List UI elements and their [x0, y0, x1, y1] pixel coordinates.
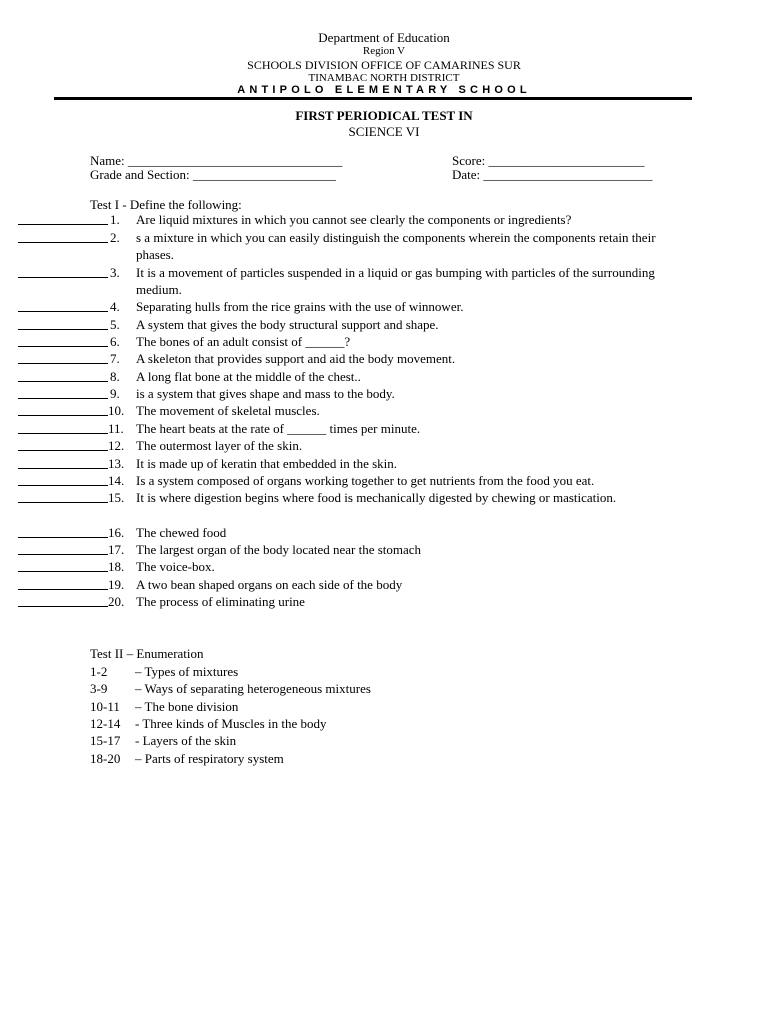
test2-title: Test II – Enumeration	[90, 646, 204, 661]
question-number: 3.	[110, 265, 120, 280]
date-field: Date: __________________________	[452, 167, 653, 182]
question-text: The voice-box.	[136, 559, 215, 574]
answer-blank[interactable]	[18, 589, 108, 590]
enumeration-range: 1-2	[90, 664, 108, 679]
question-text: is a system that gives shape and mass to the body.	[136, 386, 395, 401]
question-number: 14.	[108, 473, 125, 488]
enumeration-range: 18-20	[90, 750, 121, 766]
answer-blank[interactable]	[18, 571, 108, 572]
answer-blank[interactable]	[18, 277, 108, 278]
question-text: The movement of skeletal muscles.	[136, 403, 320, 418]
answer-blank[interactable]	[18, 468, 108, 469]
question-text: It is a movement of particles suspended in a liquid or gas bumping with particles of the surrounding medium.	[136, 265, 655, 297]
answer-blank[interactable]	[18, 554, 108, 555]
grade-section-field: Grade and Section: ______________________	[90, 167, 336, 182]
question-text: Are liquid mixtures in which you cannot see clearly the components or ingredients?	[136, 212, 572, 227]
question-number: 12.	[108, 438, 125, 453]
question-text: A system that gives the body structural support and shape.	[136, 317, 439, 332]
name-field: Name: _________________________________	[90, 153, 343, 168]
enumeration-text: - Three kinds of Muscles in the body	[135, 715, 327, 731]
department-name: Department of Education	[318, 30, 450, 45]
answer-blank[interactable]	[18, 398, 108, 399]
enumeration-item	[90, 750, 284, 767]
question-text: Separating hulls from the rice grains with the use of winnower.	[136, 299, 464, 314]
question-text: s a mixture in which you can easily distinguish the components wherein the components retain their phases.	[136, 230, 656, 262]
question-number: 8.	[110, 369, 120, 384]
question-text: The chewed food	[136, 525, 227, 540]
answer-blank[interactable]	[18, 381, 108, 382]
question-number: 6.	[110, 334, 120, 349]
question-number: 19.	[108, 577, 125, 592]
answer-blank[interactable]	[18, 329, 108, 330]
enumeration-range: 15-17	[90, 733, 121, 749]
division-name: SCHOOLS DIVISION OFFICE OF CAMARINES SUR	[247, 58, 521, 72]
question-text: It is made up of keratin that embedded in the skin.	[136, 456, 398, 471]
answer-blank[interactable]	[18, 415, 108, 416]
enumeration-text: – Types of mixtures	[135, 664, 239, 679]
question-number: 11.	[108, 421, 124, 436]
question-number: 7.	[110, 351, 120, 366]
enumeration-range: 3-9	[90, 681, 108, 697]
school-name: ANTIPOLO ELEMENTARY SCHOOL	[237, 84, 531, 96]
question-text: The outermost layer of the skin.	[136, 438, 303, 453]
question-text: The largest organ of the body located near the stomach	[136, 542, 422, 557]
header-divider	[54, 97, 692, 100]
answer-blank[interactable]	[18, 537, 108, 538]
question-number: 20.	[108, 594, 125, 609]
answer-blank[interactable]	[18, 224, 108, 225]
test-title	[0, 108, 768, 140]
enumeration-item	[90, 732, 236, 749]
answer-blank[interactable]	[18, 346, 108, 347]
enumeration-range: 10-11	[90, 698, 120, 714]
question-number: 9.	[110, 386, 120, 401]
question-text: The process of eliminating urine	[136, 594, 305, 609]
question-number: 13.	[108, 456, 125, 471]
answer-blank[interactable]	[18, 363, 108, 364]
answer-blank[interactable]	[18, 433, 108, 434]
answer-blank[interactable]	[18, 502, 108, 503]
enumeration-text: - Layers of the skin	[135, 733, 237, 749]
question-number: 15.	[108, 490, 125, 505]
question-text: A long flat bone at the middle of the chest..	[136, 369, 361, 384]
enumeration-item	[90, 663, 238, 680]
question-number: 10.	[108, 403, 125, 418]
enumeration-range: 12-14	[90, 715, 121, 731]
enumeration-item	[90, 680, 371, 697]
question-number: 2.	[110, 230, 120, 245]
enumeration-text: – Parts of respiratory system	[135, 750, 284, 766]
answer-blank[interactable]	[18, 485, 108, 486]
answer-blank[interactable]	[18, 242, 108, 243]
answer-blank[interactable]	[18, 311, 108, 312]
question-text: It is where digestion begins where food is mechanically digested by chewing or mastication.	[136, 490, 617, 505]
question-number: 17.	[108, 542, 125, 557]
enumeration-item	[90, 715, 326, 732]
question-number: 18.	[108, 559, 125, 574]
enumeration-text: – Ways of separating heterogeneous mixtures	[135, 681, 371, 697]
enumeration-item	[90, 698, 238, 715]
question-number: 16.	[108, 525, 125, 540]
question-number: 5.	[110, 317, 120, 332]
question-text: A skeleton that provides support and aid the body movement.	[136, 351, 456, 366]
question-number: 4.	[110, 299, 120, 314]
district-name: TINAMBAC NORTH DISTRICT	[308, 72, 460, 84]
answer-blank[interactable]	[18, 606, 108, 607]
test1-title: Test I - Define the following:	[90, 197, 242, 212]
question-number: 1.	[110, 212, 120, 227]
score-field: Score: ________________________	[452, 153, 645, 168]
region-name: Region V	[362, 45, 406, 57]
document-header	[0, 30, 768, 97]
answer-blank[interactable]	[18, 450, 108, 451]
test-title-line1: FIRST PERIODICAL TEST IN	[295, 108, 473, 123]
question-text: A two bean shaped organs on each side of the body	[136, 577, 403, 592]
test-title-line2: SCIENCE VI	[348, 124, 420, 139]
enumeration-text: – The bone division	[135, 698, 239, 714]
question-text: Is a system composed of organs working together to get nutrients from the food you eat.	[136, 473, 595, 488]
question-text: The bones of an adult consist of ______?	[136, 334, 351, 349]
question-text: The heart beats at the rate of ______ times per minute.	[136, 421, 421, 436]
